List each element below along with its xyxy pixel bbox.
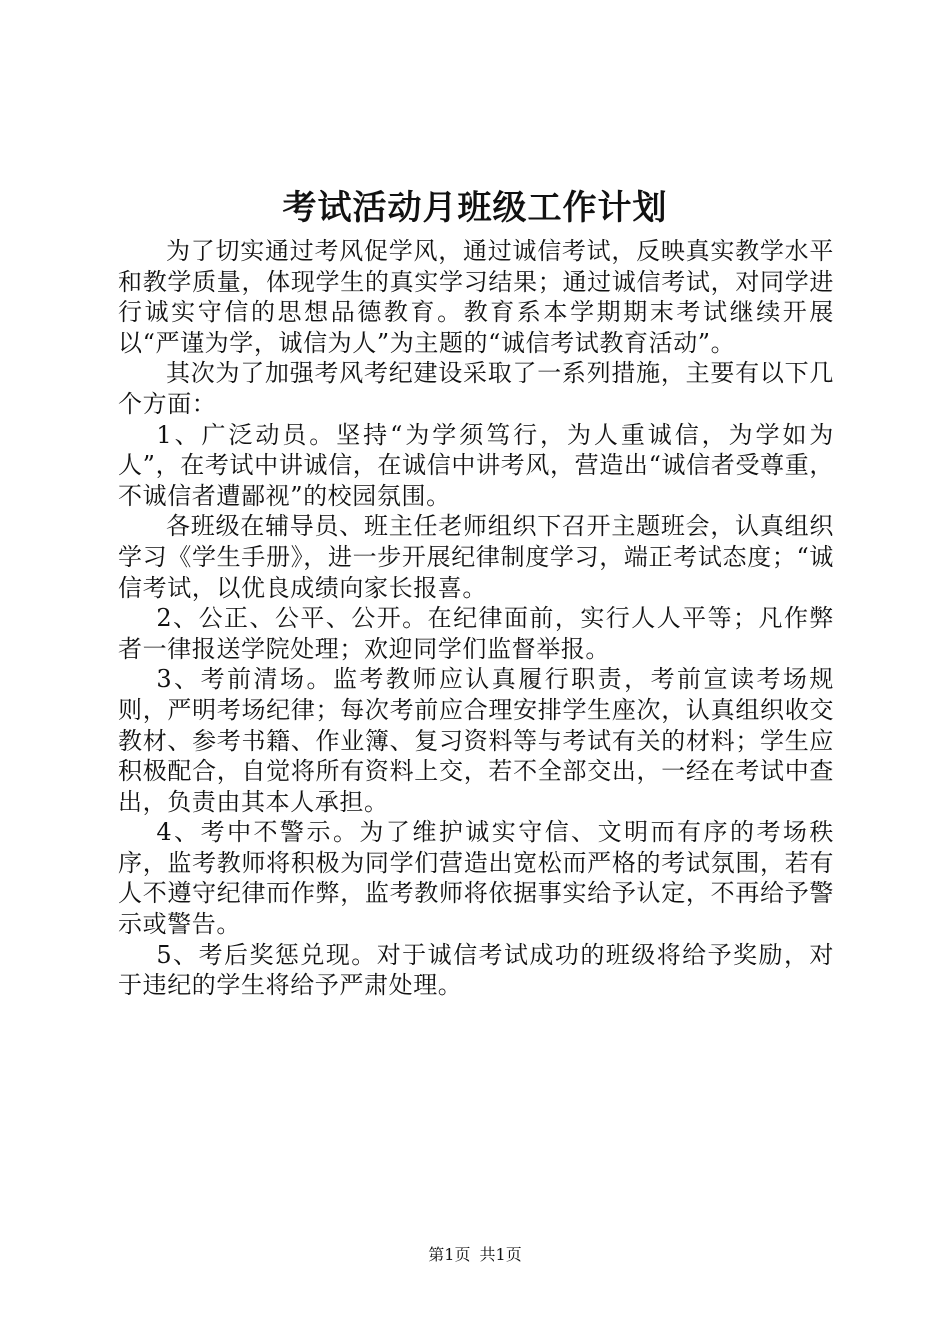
paragraph-item-3: 3、考前清场。监考教师应认真履行职责，考前宣读考场规则，严明考场纪律；每次考前应合理安排学生座次，认真组织收交教材、参考书籍、作业簿、复习资料等与考试有关的材料；学生应积极配合，自觉将所有资料上交，若不全部交出，一经在考试中查出，负责由其本人承担。 <box>118 665 834 816</box>
document-title: 考试活动月班级工作计划 <box>282 188 668 228</box>
page-footer <box>0 1245 950 1265</box>
document-body <box>118 236 834 1001</box>
paragraph-class-meeting: 各班级在辅导员、班主任老师组织下召开主题班会，认真组织学习《学生手册》，进一步开展纪律制度学习，端正考试态度；“诚信考试，以优良成绩向家长报喜。 <box>118 512 834 602</box>
paragraph-item-2: 2、公正、公平、公开。在纪律面前，实行人人平等；凡作弊者一律报送学院处理；欢迎同学们监督举报。 <box>118 604 834 663</box>
page-total: 共1页 <box>479 1245 522 1264</box>
paragraph-intro: 为了切实通过考风促学风，通过诚信考试，反映真实教学水平和教学质量，体现学生的真实学习结果；通过诚信考试，对同学进行诚实守信的思想品德教育。教育系本学期期末考试继续开展以“严谨为学，诚信为人”为主题的“诚信考试教育活动”。 <box>118 237 834 357</box>
page-number: 第1页 <box>428 1245 471 1264</box>
paragraph-item-4: 4、考中不警示。为了维护诚实守信、文明而有序的考场秩序，监考教师将积极为同学们营造出宽松而严格的考试氛围，若有人不遵守纪律而作弊，监考教师将依据事实给予认定，不再给予警示或警告。 <box>118 818 834 939</box>
paragraph-item-5: 5、考后奖惩兑现。对于诚信考试成功的班级将给予奖励，对于违纪的学生将给予严肃处理。 <box>118 940 834 1000</box>
paragraph-measures-intro: 其次为了加强考风考纪建设采取了一系列措施，主要有以下几个方面： <box>118 359 834 418</box>
paragraph-item-1: 1、广泛动员。坚持“为学须笃行，为人重诚信，为学如为人”，在考试中讲诚信，在诚信中讲考风，营造出“诚信者受尊重，不诚信者遭鄙视”的校园氛围。 <box>118 420 834 510</box>
